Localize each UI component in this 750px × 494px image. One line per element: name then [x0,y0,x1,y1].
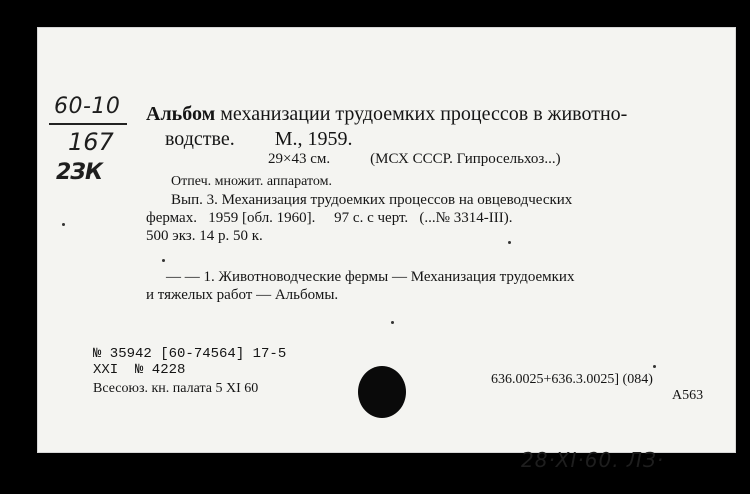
scan-speck [391,321,394,324]
subject-heading-line-1: — — 1. Животноводческие фермы — Механизация трудоемких [166,269,575,285]
issue-line-1: Вып. 3. Механизация трудоемких процессов на овцеводческих [171,192,573,208]
scan-speck [508,241,511,244]
size-publisher-line [268,151,561,168]
copy-note: Отпеч. множит. аппаратом. [171,174,332,189]
registration-line-2: XXI № 4228 [93,362,186,378]
punch-hole [358,366,406,418]
shelfmark-divider [49,123,127,125]
shelfmark-line2: 167 [68,128,114,156]
issue-line-2: фермах. 1959 [обл. 1960]. 97 с. с черт. (...№ 3314-III). [146,210,513,226]
size-text: 29×43 см. [268,151,331,167]
registration-line-1: № 35942 [60-74564] 17-5 [93,346,287,362]
issue-line-3: 500 экз. 14 р. 50 к. [146,228,263,244]
scan-speck [653,365,656,368]
shelfmark-line3: 2ЗК [56,160,102,185]
shelfmark-line1: 60-10 [54,94,121,119]
subject-heading-line-2: и тяжелых работ — Альбомы. [146,287,339,303]
handwritten-date: 28·XI·60. ЛЗ· [521,448,665,472]
scan-speck [62,223,65,226]
catalog-card [37,27,736,472]
publisher-text: (МСХ СССР. Гипросельхоз...) [370,151,561,167]
author-mark: А563 [672,388,704,403]
title-continuation: водстве. М., 1959. [165,128,353,150]
scan-speck [162,259,165,262]
registration-line-3: Всесоюз. кн. палата 5 XI 60 [93,381,259,396]
classification-index: 636.0025+636.3.0025] (084) [491,372,653,387]
title-bold: Альбом [146,103,216,125]
title-rest: механизации трудоемких процессов в животно- [215,103,628,125]
card-title [146,103,627,126]
